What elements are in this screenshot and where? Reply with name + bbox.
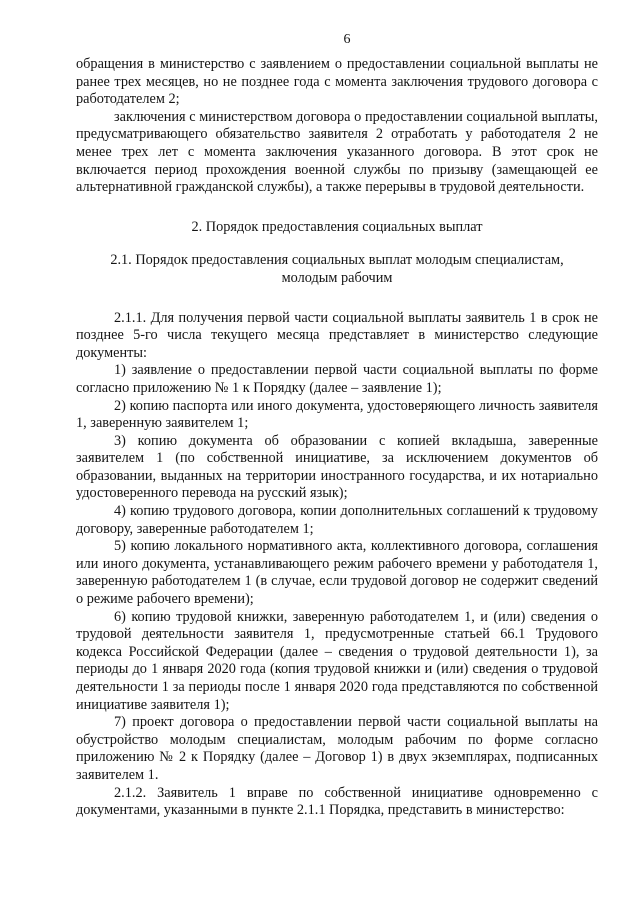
page-number: 6 (343, 32, 351, 47)
paragraph-condition-appeal: обращения в министерство с заявлением о предоставлении социальной выплаты не ранее трех месяцев, но не позднее года с момента заключения трудового договора с работодателем 2; (76, 56, 598, 108)
subsection-heading-line2: молодым рабочим (281, 269, 393, 286)
paragraph-2-1-2: 2.1.2. Заявитель 1 вправе по собственной инициативе одновременно с документами, указанными в пункте 2.1.1 Порядка, представить в министерство: (76, 784, 598, 819)
list-item-2: 2) копию паспорта или иного документа, удостоверяющего личность заявителя 1, заверенную заявителем 1; (76, 397, 598, 432)
list-item-6: 6) копию трудовой книжки, заверенную работодателем 1, и (или) сведения о трудовой деятельности заявителя 1, предусмотренные статьей 66.1 Трудового кодекса Российской Федерации (далее – сведения о трудовой деятельности 1), за периоды до 1 января 2020 года (копия трудовой книжки и (или) сведения о трудовой деятельности 1 за периоды после 1 января 2020 года представляются по собственной инициативе заявителя 1); (76, 608, 598, 713)
paragraph-2-1-1: 2.1.1. Для получения первой части социальной выплаты заявитель 1 в срок не позднее 5-го числа текущего месяца представляет в министерство следующие документы: (76, 309, 598, 361)
list-item-5: 5) копию локального нормативного акта, коллективного договора, соглашения или иного документа, устанавливающего режим рабочего времени у работодателя 1, заверенную работодателем 1 (в случае, если трудовой договор не содержит сведений о режиме рабочего времени); (76, 538, 598, 608)
subsection-heading (76, 252, 598, 287)
list-item-4: 4) копию трудового договора, копии дополнительных соглашений к трудовому договору, заверенные работодателем 1; (76, 503, 598, 537)
section-heading: 2. Порядок предоставления социальных выплат (191, 218, 483, 235)
list-item-3: 3) копию документа об образовании с копией вкладыша, заверенные заявителем 1 (по собственной инициативе, за исключением документов об образовании, выданных на территории иностранного государства, и их нотариально удостоверенного перевода на русский язык); (76, 432, 598, 502)
list-item-7: 7) проект договора о предоставлении первой части социальной выплаты на обустройство молодым специалистам, молодым рабочим по форме согласно приложению № 2 к Порядку (далее – Договор 1) в двух экземплярах, подписанных заявителем 1. (76, 714, 598, 783)
subsection-heading-line1: 2.1. Порядок предоставления социальных выплат молодым специалистам, (110, 252, 564, 269)
paragraph-condition-contract: заключения с министерством договора о предоставлении социальной выплаты, предусматривающего обязательство заявителя 2 отработать у работодателя 2 не менее трех лет с момента заключения указанного договора. В этот срок не включается период прохождения военной службы по призыву (замещающей ее альтернативной гражданской службы), а также перерывы в трудовой деятельности. (76, 108, 598, 196)
list-item-1: 1) заявление о предоставлении первой части социальной выплаты по форме согласно приложению № 1 к Порядку (далее – заявление 1); (76, 362, 598, 396)
